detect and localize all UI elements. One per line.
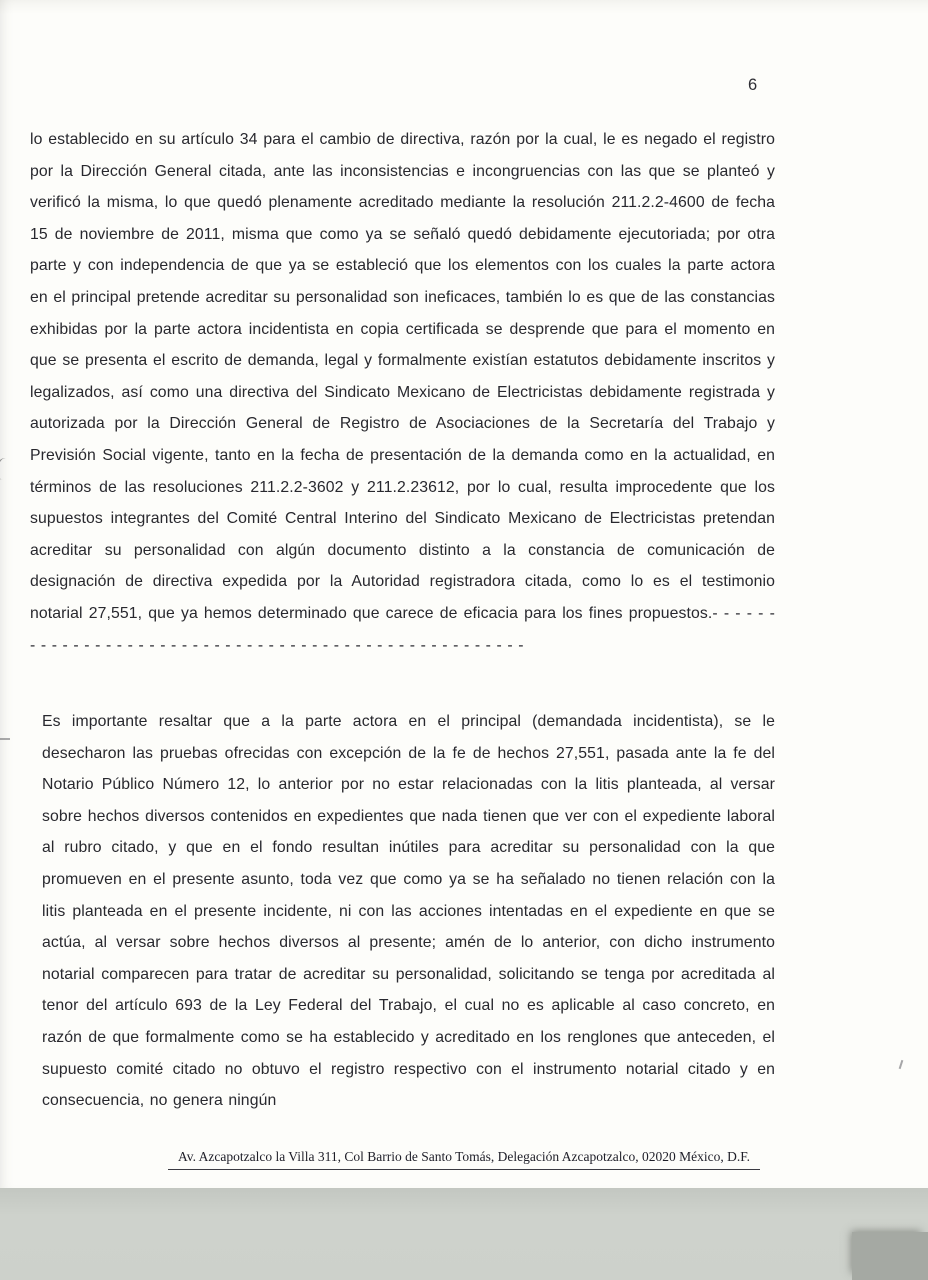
body-paragraph-2: Es importante resaltar que a la parte actora en el principal (demandada incidentista), se le desecharon las pruebas ofrecidas con excepción de la fe de hechos 27,551, pasada ante la fe del Notario Público Número 12, lo anterior por no estar relacionadas con la litis planteada, al versar sobre hechos diversos contenidos en expedientes que nada tienen que ver con el expediente laboral al rubro citado, y que en el fondo resultan inútiles para acreditar su personalidad con la que promueven en el presente asunto, toda vez que como ya se ha señalado no tienen relación con la litis planteada en el presente incidente, ni con las acciones intentadas en el expediente en que se actúa, al versar sobre hechos diversos al presente; amén de lo anterior, con dicho instrumento notarial comparecen para tratar de acreditar su personalidad, solicitando se tenga por acreditada al tenor del artículo 693 de la Ley Federal del Trabajo, el cual no es aplicable al caso concreto, en razón de que formalmente como se ha establecido y acreditado en los renglones que anteceden, el supuesto comité citado no obtuvo el registro respectivo con el instrumento notarial citado y en consecuencia, no genera ningún bbox=[42, 713, 775, 1110]
scan-artifact-mark bbox=[0, 738, 10, 740]
page-number: 6 bbox=[748, 76, 758, 94]
scan-artifact-mark bbox=[899, 1060, 904, 1069]
document-body bbox=[30, 124, 775, 1117]
page-footer bbox=[0, 1148, 928, 1170]
scan-background bbox=[0, 1188, 928, 1280]
footer-address: Av. Azcapotzalco la Villa 311, Col Barrio de Santo Tomás, Delegación Azcapotzalco, 02020 México, D.F. bbox=[168, 1149, 760, 1170]
scan-corner-shadow bbox=[852, 1232, 928, 1280]
scan-artifact-mark bbox=[0, 457, 13, 481]
body-paragraph-1: lo establecido en su artículo 34 para el cambio de directiva, razón por la cual, le es negado el registro por la Dirección General citada, ante las inconsistencias e incongruencias con las que se planteó y verificó la misma, lo que quedó plenamente acreditado mediante la resolución 211.2.2-4600 de fecha 15 de noviembre de 2011, misma que como ya se señaló quedó debidamente ejecutoriada; por otra parte y con independencia de que ya se estableció que los elementos con los cuales la parte actora en el principal pretende acreditar su personalidad son ineficaces, también lo es que de las constancias exhibidas por la parte actora incidentista en copia certificada se desprende que para el momento en que se presenta el escrito de demanda, legal y formalmente existían estatutos debidamente inscritos y legalizados, así como una directiva del Sindicato Mexicano de Electricistas debidamente registrada y autorizada por la Dirección General de Registro de Asociaciones de la Secretaría del Trabajo y Previsión Social vigente, tanto en la fecha de presentación de la demanda como en la actualidad, en términos de las resoluciones 211.2.2-3602 y 211.2.23612, por lo cual, resulta improcedente que los supuestos integrantes del Comité Central Interino del Sindicato Mexicano de Electricistas pretendan acreditar su personalidad con algún documento distinto a la constancia de comunicación de designación de directiva expedida por la Autoridad registradora citada, como lo es el testimonio notarial 27,551, que ya hemos determinado que carece de eficacia para los fines propuestos.- - - - - - - - - - - - - - - - - - - - - - - - - - - - - - - - - - - - - - - - - - - - - - - - - - - - bbox=[30, 131, 775, 654]
